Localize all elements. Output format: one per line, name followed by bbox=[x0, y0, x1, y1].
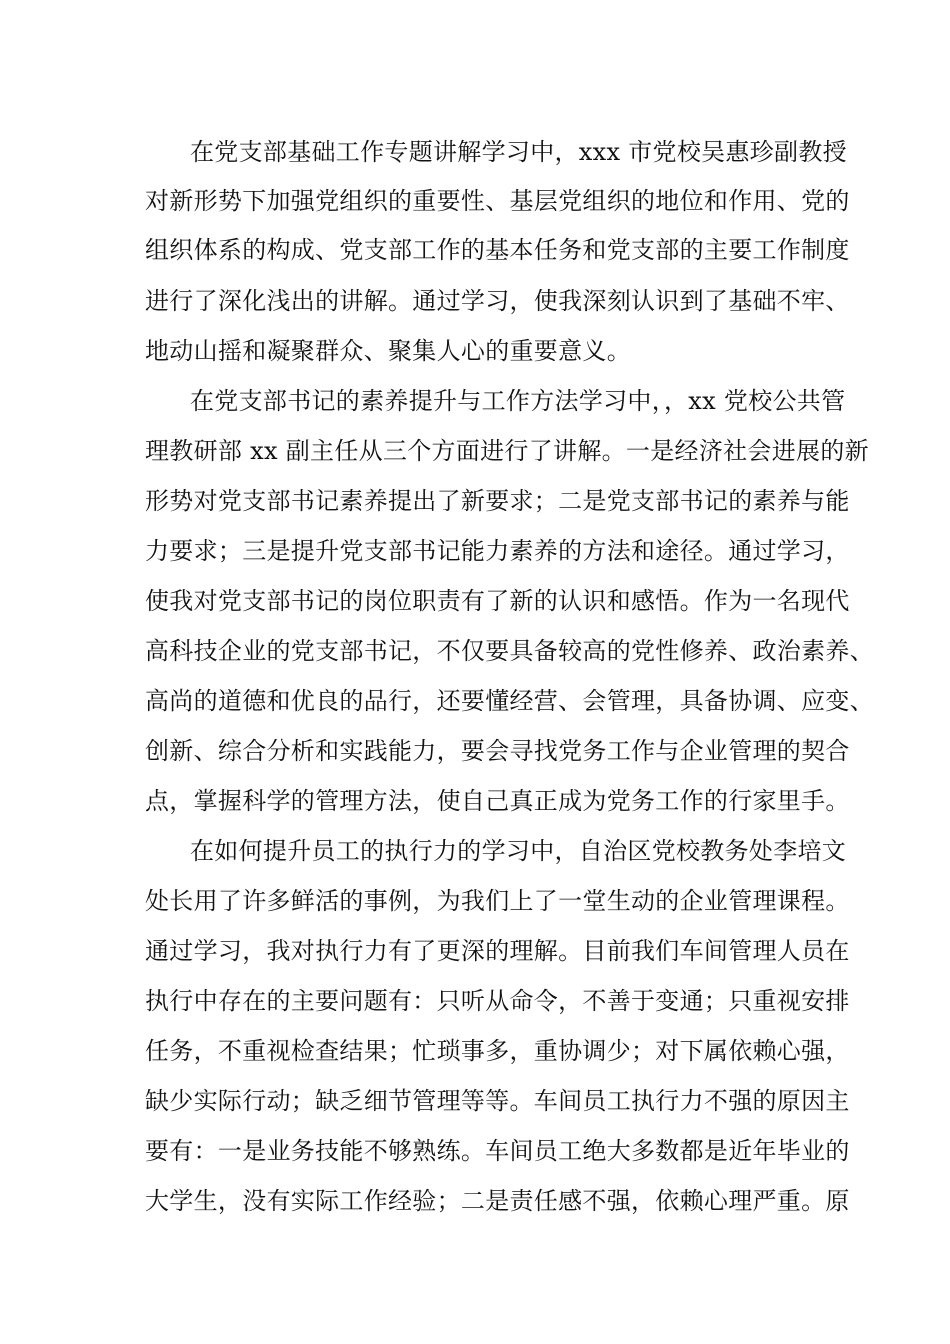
paragraph-1-line-2: 对新形势下加强党组织的重要性、基层党组织的地位和作用、党的 bbox=[145, 187, 850, 215]
paragraph-3-line-6: 缺少实际行动；缺乏细节管理等等。车间员工执行力不强的原因主 bbox=[145, 1087, 850, 1115]
paragraph-2-line-2: 理教研部 xx 副主任从三个方面进行了讲解。一是经济社会进展的新 bbox=[145, 437, 869, 465]
paragraph-3-line-3: 通过学习，我对执行力有了更深的理解。目前我们车间管理人员在 bbox=[145, 937, 850, 965]
paragraph-3-line-1: 在如何提升员工的执行力的学习中，自治区党校教务处李培文 bbox=[190, 837, 847, 865]
paragraph-1-line-5: 地动山摇和凝聚群众、聚集人心的重要意义。 bbox=[145, 337, 631, 365]
paragraph-3-line-8: 大学生，没有实际工作经验；二是责任感不强，依赖心理严重。原 bbox=[145, 1187, 850, 1215]
paragraph-2-line-5: 使我对党支部书记的岗位职责有了新的认识和感悟。作为一名现代 bbox=[145, 587, 850, 615]
paragraph-1-line-4: 进行了深化浅出的讲解。通过学习，使我深刻认识到了基础不牢、 bbox=[145, 287, 850, 315]
paragraph-3-line-4: 执行中存在的主要问题有：只听从命令，不善于变通；只重视安排 bbox=[145, 987, 850, 1015]
paragraph-1-line-3: 组织体系的构成、党支部工作的基本任务和党支部的主要工作制度 bbox=[145, 236, 850, 264]
paragraph-2-line-9: 点，掌握科学的管理方法，使自己真正成为党务工作的行家里手。 bbox=[145, 787, 850, 815]
paragraph-1-line-1: 在党支部基础工作专题讲解学习中，xxx 市党校吴惠珍副教授 bbox=[190, 138, 847, 166]
paragraph-2-line-1: 在党支部书记的素养提升与工作方法学习中，，xx 党校公共管 bbox=[190, 387, 846, 415]
paragraph-3-line-5: 任务，不重视检查结果；忙琐事多，重协调少；对下属依赖心强， bbox=[145, 1037, 850, 1065]
paragraph-3-line-7: 要有：一是业务技能不够熟练。车间员工绝大多数都是近年毕业的 bbox=[145, 1137, 850, 1165]
paragraph-2-line-6: 高科技企业的党支部书记，不仅要具备较高的党性修养、政治素养、 bbox=[145, 637, 874, 665]
paragraph-2-line-8: 创新、综合分析和实践能力，要会寻找党务工作与企业管理的契合 bbox=[145, 737, 850, 765]
paragraph-3-line-2: 处长用了许多鲜活的事例，为我们上了一堂生动的企业管理课程。 bbox=[145, 887, 850, 915]
paragraph-2-line-3: 形势对党支部书记素养提出了新要求；二是党支部书记的素养与能 bbox=[145, 487, 850, 515]
paragraph-2-line-7: 高尚的道德和优良的品行，还要懂经营、会管理，具备协调、应变、 bbox=[145, 687, 874, 715]
paragraph-2-line-4: 力要求；三是提升党支部书记能力素养的方法和途径。通过学习， bbox=[145, 537, 850, 565]
